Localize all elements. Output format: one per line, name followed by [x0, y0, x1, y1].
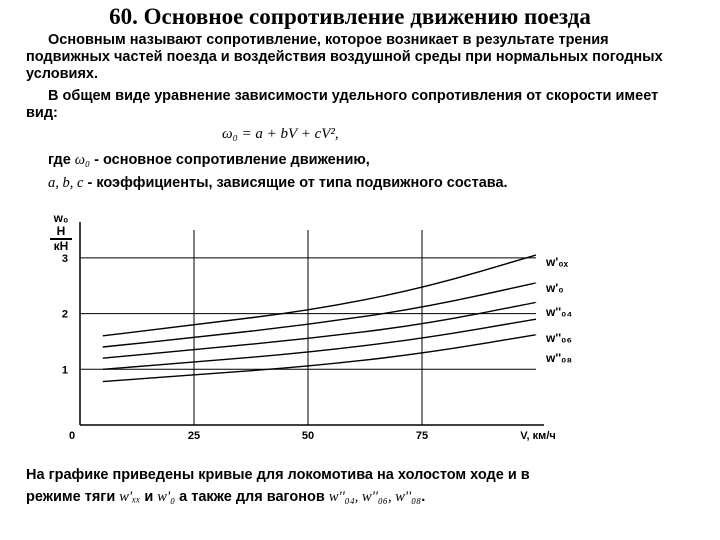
page-title: 60. Основное сопротивление движению поезда — [109, 4, 591, 29]
bottom-symbols-wagons: w''₀₄, w''₀₆, w''₀₈ — [328, 489, 422, 505]
y-unit-denominator: кН — [50, 238, 72, 253]
series-line-5 — [103, 335, 536, 382]
resistance-formula: ω₀ = a + bV + cV², — [222, 126, 339, 142]
series-label-3: w''₀₄ — [546, 305, 573, 319]
bottom-end: . — [421, 489, 426, 505]
y-unit-numerator: Н — [56, 224, 66, 238]
y-tick-label: 1 — [61, 364, 68, 377]
intro-paragraph: Основным называют сопротивление, которое возникает в результате трения подвижных частей поезда и воздействия воздушной среды при нормальных погодных условиях. — [26, 32, 663, 82]
where-prefix: где — [48, 152, 71, 168]
series-label-2: w'₀ — [546, 281, 564, 295]
x-tick-label: 25 — [187, 430, 201, 442]
series-label-1: w'₀ₓ — [546, 255, 568, 269]
bottom-symbol-idle: w'ₓₓ — [119, 489, 141, 505]
y-tick-label: 3 — [61, 252, 68, 265]
equation-intro: В общем виде уравнение зависимости удельного сопротивления от скорости имеет вид: — [26, 88, 659, 121]
bottom-and: и — [144, 489, 154, 505]
x-tick-label: 75 — [415, 430, 429, 442]
coef-symbols: a, b, c — [48, 175, 84, 191]
series-line-4 — [103, 319, 536, 369]
y-axis-symbol: w₀ — [53, 211, 69, 225]
bottom-symbol-traction: w'₀ — [157, 489, 176, 505]
bottom-text — [26, 464, 706, 508]
series-line-1 — [103, 255, 536, 336]
coef-text: - коэффициенты, зависящие от типа подвижного состава. — [87, 175, 508, 191]
x-axis-label: V, км/ч — [520, 430, 556, 442]
x-tick-label: 0 — [68, 430, 76, 442]
x-tick-label: 50 — [301, 430, 315, 442]
bottom-line-2-start: режиме тяги — [26, 489, 116, 505]
y-tick-label: 2 — [61, 308, 68, 321]
where-symbol: ω₀ — [74, 152, 91, 168]
bottom-line-1: На графике приведены кривые для локомотива на холостом ходе и в — [26, 467, 530, 483]
bottom-line-2-mid: а также для вагонов — [179, 489, 325, 505]
series-label-5: w''₀₈ — [546, 351, 573, 365]
bottom-line-2 — [26, 486, 706, 508]
series-label-4: w''₀₆ — [546, 331, 572, 345]
where-text: - основное сопротивление движению, — [94, 152, 370, 168]
